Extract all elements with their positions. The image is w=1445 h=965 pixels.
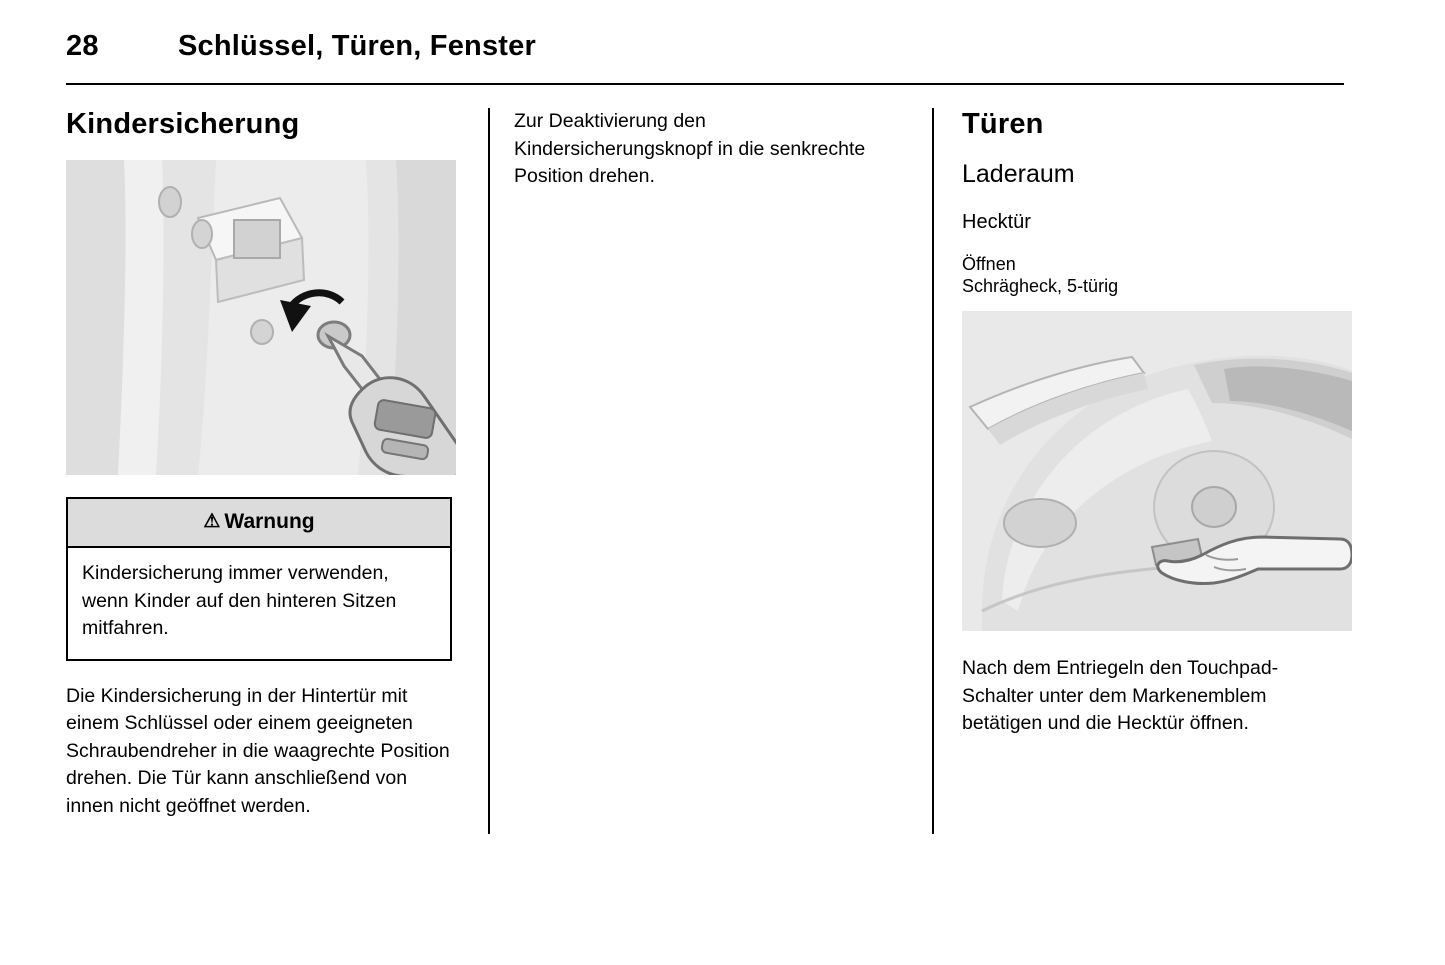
- tailgate-touchpad-switch-illustration: [962, 311, 1352, 631]
- hecktuer-paragraph: Nach dem Entriegeln den Touchpad-Schalter unter dem Markenemblem betätigen und die Hecktür öffnen.: [962, 657, 1279, 734]
- child-lock-figure-svg: [66, 160, 456, 475]
- warning-triangle-icon: ⚠: [203, 510, 221, 532]
- child-lock-door-key-illustration: [66, 160, 456, 475]
- page-title: Schlüssel, Türen, Fenster: [178, 30, 536, 62]
- page-header: [0, 0, 1445, 63]
- label-oeffnen: Öffnen: [962, 254, 1016, 274]
- kindersicherung-paragraph: Die Kindersicherung in der Hintertür mit einem Schlüssel oder einem geeigneten Schraubendreher in die waagrechte Position drehen. Die Tür kann anschließend von innen nicht geöffnet werden.: [66, 684, 450, 817]
- column-right: [932, 108, 1346, 834]
- warning-title: Warnung: [224, 510, 315, 533]
- page-number: 28: [66, 30, 99, 62]
- column-middle: [488, 108, 932, 834]
- sub-heading-laderaum: Laderaum: [962, 160, 1075, 188]
- sub-heading-hecktuer: Hecktür: [962, 211, 1031, 233]
- page-columns: [66, 108, 1346, 834]
- section-heading-kindersicherung: Kindersicherung: [66, 108, 300, 140]
- label-schraegheck: Schrägheck, 5-türig: [962, 276, 1119, 296]
- section-heading-tueren: Türen: [962, 108, 1044, 140]
- tailgate-figure-svg: [962, 311, 1352, 631]
- warning-box: [66, 497, 452, 661]
- warning-text: Kindersicherung immer verwenden, wenn Kinder auf den hinteren Sitzen mitfahren.: [82, 562, 397, 639]
- deaktivierung-paragraph: Zur Deaktivierung den Kindersicherungsknopf in die senkrechte Position drehen.: [514, 110, 866, 187]
- header-divider: [66, 83, 1344, 85]
- warning-header: [68, 499, 450, 548]
- column-left: [66, 108, 488, 834]
